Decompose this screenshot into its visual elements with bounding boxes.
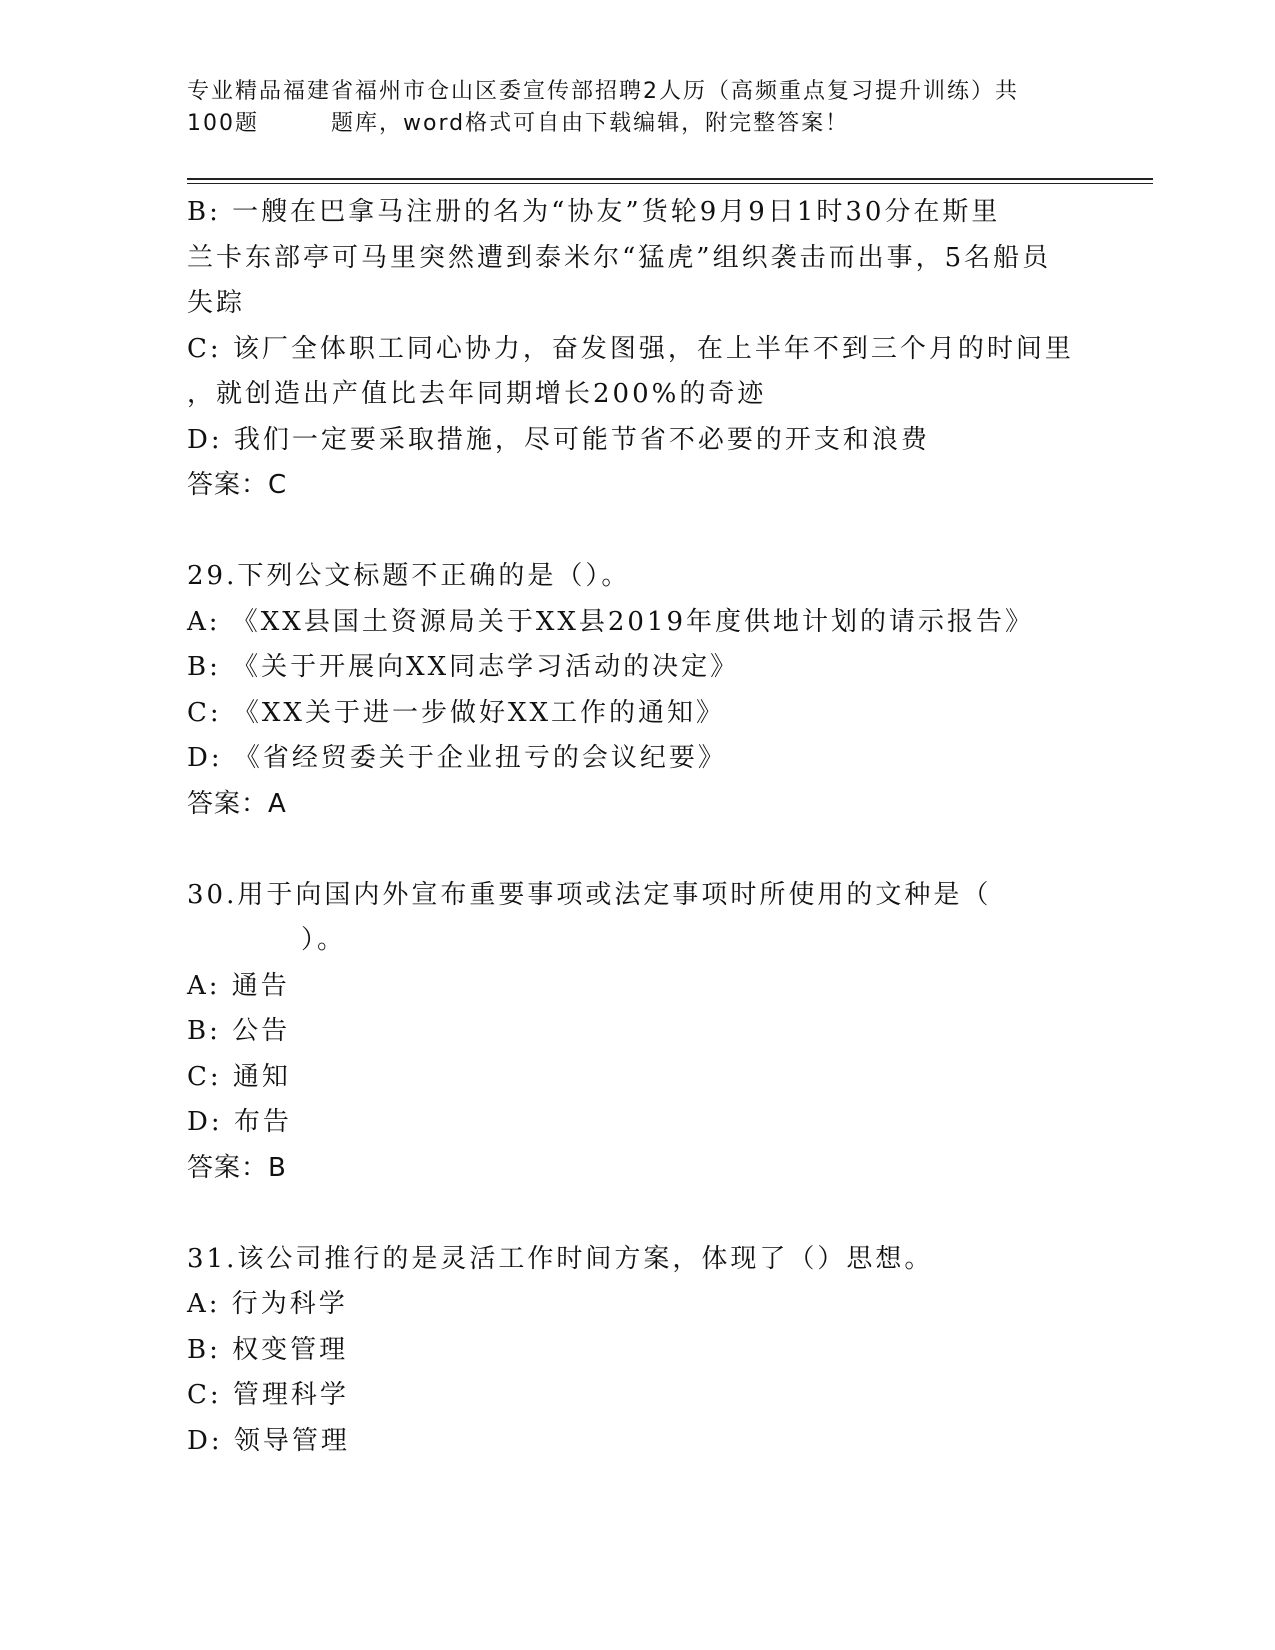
option-d: D: 领导管理	[187, 1425, 350, 1456]
answer-label: 答案：A	[187, 788, 287, 819]
document-body	[187, 190, 1087, 1464]
question-stem: 31.该公司推行的是灵活工作时间方案，体现了（）思想。	[187, 1243, 934, 1274]
header-title-line-2	[187, 108, 1067, 140]
option-d: D: 我们一定要采取措施，尽可能节省不必要的开支和浪费	[187, 424, 930, 455]
header-description: 题库，word格式可自由下载编辑，附完整答案！	[331, 111, 850, 136]
question-spacer	[187, 827, 1087, 873]
option-b: B: 权变管理	[187, 1334, 349, 1365]
document-header	[187, 76, 1067, 140]
header-divider-thick	[187, 178, 1153, 180]
option-b-line-1: B: 一艘在巴拿马注册的名为“协友”货轮9月9日1时30分在斯里	[187, 197, 1001, 227]
answer-label: 答案：C	[187, 470, 288, 500]
question-spacer	[187, 509, 1087, 555]
question-stem-line-1: 30.用于向国内外宣布重要事项或法定事项时所使用的文种是（	[187, 879, 992, 910]
question-stem-line-2: ）。	[301, 925, 347, 955]
question-31	[187, 1237, 1087, 1465]
option-c-line-2: ，就创造出产值比去年同期增长200%的奇迹	[187, 379, 767, 409]
option-a: A: 通告	[187, 970, 290, 1001]
question-29	[187, 554, 1087, 827]
option-c: C: 管理科学	[187, 1380, 349, 1410]
option-d: D: 布告	[187, 1107, 292, 1137]
option-c: C: 《XX关于进一步做好XX工作的通知》	[187, 697, 725, 728]
header-gap	[259, 108, 331, 140]
header-title-line-1: 专业精品福建省福州市仓山区委宣传部招聘2人历（高频重点复习提升训练）共	[187, 79, 1019, 104]
option-c-line-1: C: 该厂全体职工同心协力，奋发图强，在上半年不到三个月的时间里	[187, 333, 1074, 364]
option-c: C: 通知	[187, 1061, 291, 1092]
option-a: A: 《XX县国土资源局关于XX县2019年度供地计划的请示报告》	[187, 606, 1035, 637]
answer-label: 答案：B	[187, 1152, 287, 1183]
question-30	[187, 873, 1087, 1192]
option-b-line-2: 兰卡东部亭可马里突然遭到泰米尔“猛虎”组织袭击而出事，5名船员	[187, 242, 1052, 273]
header-divider-thin	[187, 183, 1153, 184]
question-28-continued	[187, 190, 1087, 509]
option-b-line-3: 失踪	[187, 288, 246, 318]
question-spacer	[187, 1191, 1087, 1237]
option-a: A: 行为科学	[187, 1289, 348, 1319]
option-b: B: 《关于开展向XX同志学习活动的决定》	[187, 652, 740, 682]
option-d: D: 《省经贸委关于企业扭亏的会议纪要》	[187, 743, 727, 773]
question-stem: 29.下列公文标题不正确的是（）。	[187, 561, 631, 591]
option-b: B: 公告	[187, 1016, 291, 1046]
header-question-count: 100题	[187, 111, 259, 136]
